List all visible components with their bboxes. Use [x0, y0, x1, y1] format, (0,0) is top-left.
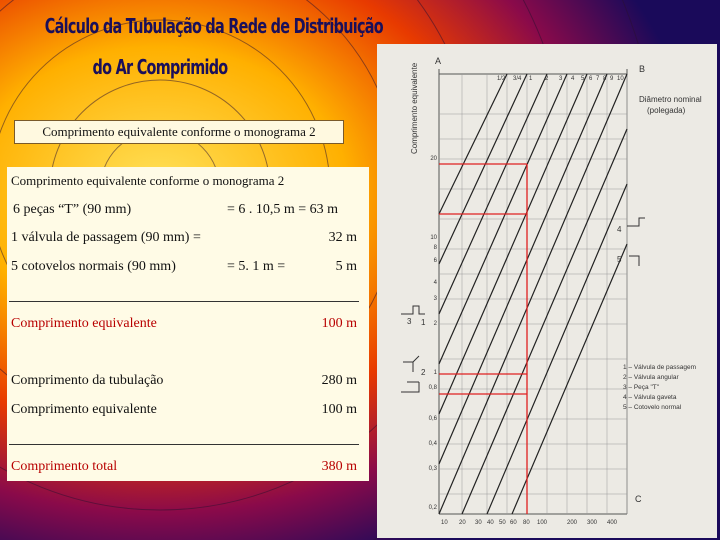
- diam-tick: 1/2: [497, 76, 506, 82]
- fitting-num: 4: [617, 225, 622, 234]
- label-a: A: [435, 56, 442, 66]
- fitting-num: 3: [407, 317, 412, 326]
- a-tick: 0,4: [428, 441, 437, 447]
- row-t-label: 6 peças “T” (90 mm): [13, 202, 132, 217]
- equiv-length-label: Comprimento equivalente: [11, 402, 157, 417]
- a-tick: 4: [433, 280, 437, 286]
- a-tick: 8: [433, 245, 437, 251]
- fitting-num: 5: [617, 255, 622, 264]
- diam-tick: 9: [610, 76, 614, 82]
- diam-tick: 6: [589, 76, 593, 82]
- equiv-length-value: 100 m: [321, 402, 357, 417]
- tee-fitting-icon: [401, 306, 425, 314]
- title-line-2: do Ar Comprimido: [92, 55, 228, 79]
- row-elbow-label: 5 cotovelos normais (90 mm): [11, 259, 176, 274]
- globe-valve-icon: [401, 382, 419, 392]
- calculation-panel: [7, 167, 369, 481]
- diam-tick: 3: [559, 76, 563, 82]
- caption-box: Comprimento equivalente conforme o monograma 2: [14, 120, 344, 144]
- label-b: B: [639, 64, 646, 74]
- row-valve-value: 32 m: [328, 230, 357, 245]
- fitting-legend: [623, 364, 696, 411]
- a-tick: 0,8: [428, 385, 437, 391]
- a-tick: 20: [430, 156, 437, 162]
- divider-1: [9, 301, 359, 302]
- gate-valve-icon: [627, 218, 645, 226]
- title-line-1: Cálculo da Tubulação da Rede de Distribuição: [44, 14, 383, 38]
- a-tick: 2: [433, 321, 437, 327]
- row-elbow-formula: = 5. 1 m =: [227, 259, 286, 274]
- c-tick: 20: [459, 520, 466, 526]
- divider-2: [9, 444, 359, 445]
- pipe-length-label: Comprimento da tubulação: [11, 373, 164, 388]
- nomogram-image: [377, 44, 717, 538]
- diam-tick: 3/4: [513, 76, 522, 82]
- a-tick: 10: [430, 235, 437, 241]
- label-c: C: [635, 494, 642, 504]
- diam-tick: 8: [603, 76, 607, 82]
- c-tick: 40: [487, 520, 494, 526]
- legend-item: 4 – Válvula gaveta: [623, 394, 677, 401]
- diam-tick: 1: [529, 76, 533, 82]
- legend-item: 1 – Válvula de passagem: [623, 364, 696, 371]
- c-tick: 100: [537, 520, 548, 526]
- legend-item: 2 – Válvula angular: [623, 374, 679, 381]
- legend-item: 3 – Peça "T": [623, 384, 660, 391]
- row-elbow-value: 5 m: [335, 259, 357, 274]
- diam-tick: 10: [617, 76, 624, 82]
- total-value: 380 m: [321, 459, 357, 474]
- a-tick: 6: [433, 258, 437, 264]
- diam-tick: 7: [596, 76, 600, 82]
- a-tick: 0,2: [428, 505, 437, 511]
- row-t-formula: = 6 . 10,5 m = 63 m: [227, 202, 339, 217]
- c-tick: 400: [607, 520, 618, 526]
- axis-a-title: Comprimento equivalente: [410, 62, 419, 154]
- a-tick: 0,3: [428, 466, 437, 472]
- a-tick: 0,6: [428, 416, 437, 422]
- diam-units: (polegada): [647, 106, 686, 115]
- c-tick: 50: [499, 520, 506, 526]
- subtotal-value: 100 m: [321, 316, 357, 331]
- c-tick: 300: [587, 520, 598, 526]
- c-tick: 30: [475, 520, 482, 526]
- diam-tick: 4: [571, 76, 575, 82]
- subtotal-label: Comprimento equivalente: [11, 316, 157, 331]
- a-tick: 3: [433, 296, 437, 302]
- fitting-num: 2: [421, 368, 426, 377]
- pipe-length-value: 280 m: [321, 373, 357, 388]
- c-tick: 200: [567, 520, 578, 526]
- a-tick: 1: [433, 370, 437, 376]
- panel-header: Comprimento equivalente conforme o monograma 2: [11, 173, 285, 188]
- c-tick: 80: [523, 520, 530, 526]
- c-tick: 10: [441, 520, 448, 526]
- diam-tick: 5: [581, 76, 585, 82]
- fitting-num: 1: [421, 318, 426, 327]
- row-valve-label: 1 válvula de passagem (90 mm) =: [11, 230, 201, 245]
- angle-valve-icon: [403, 356, 419, 372]
- c-tick: 60: [510, 520, 517, 526]
- total-label: Comprimento total: [11, 459, 118, 474]
- elbow-icon: [629, 256, 639, 266]
- diam-tick: 2: [545, 76, 549, 82]
- diam-title: Diâmetro nominal: [639, 95, 702, 104]
- legend-item: 5 – Cotovelo normal: [623, 404, 682, 411]
